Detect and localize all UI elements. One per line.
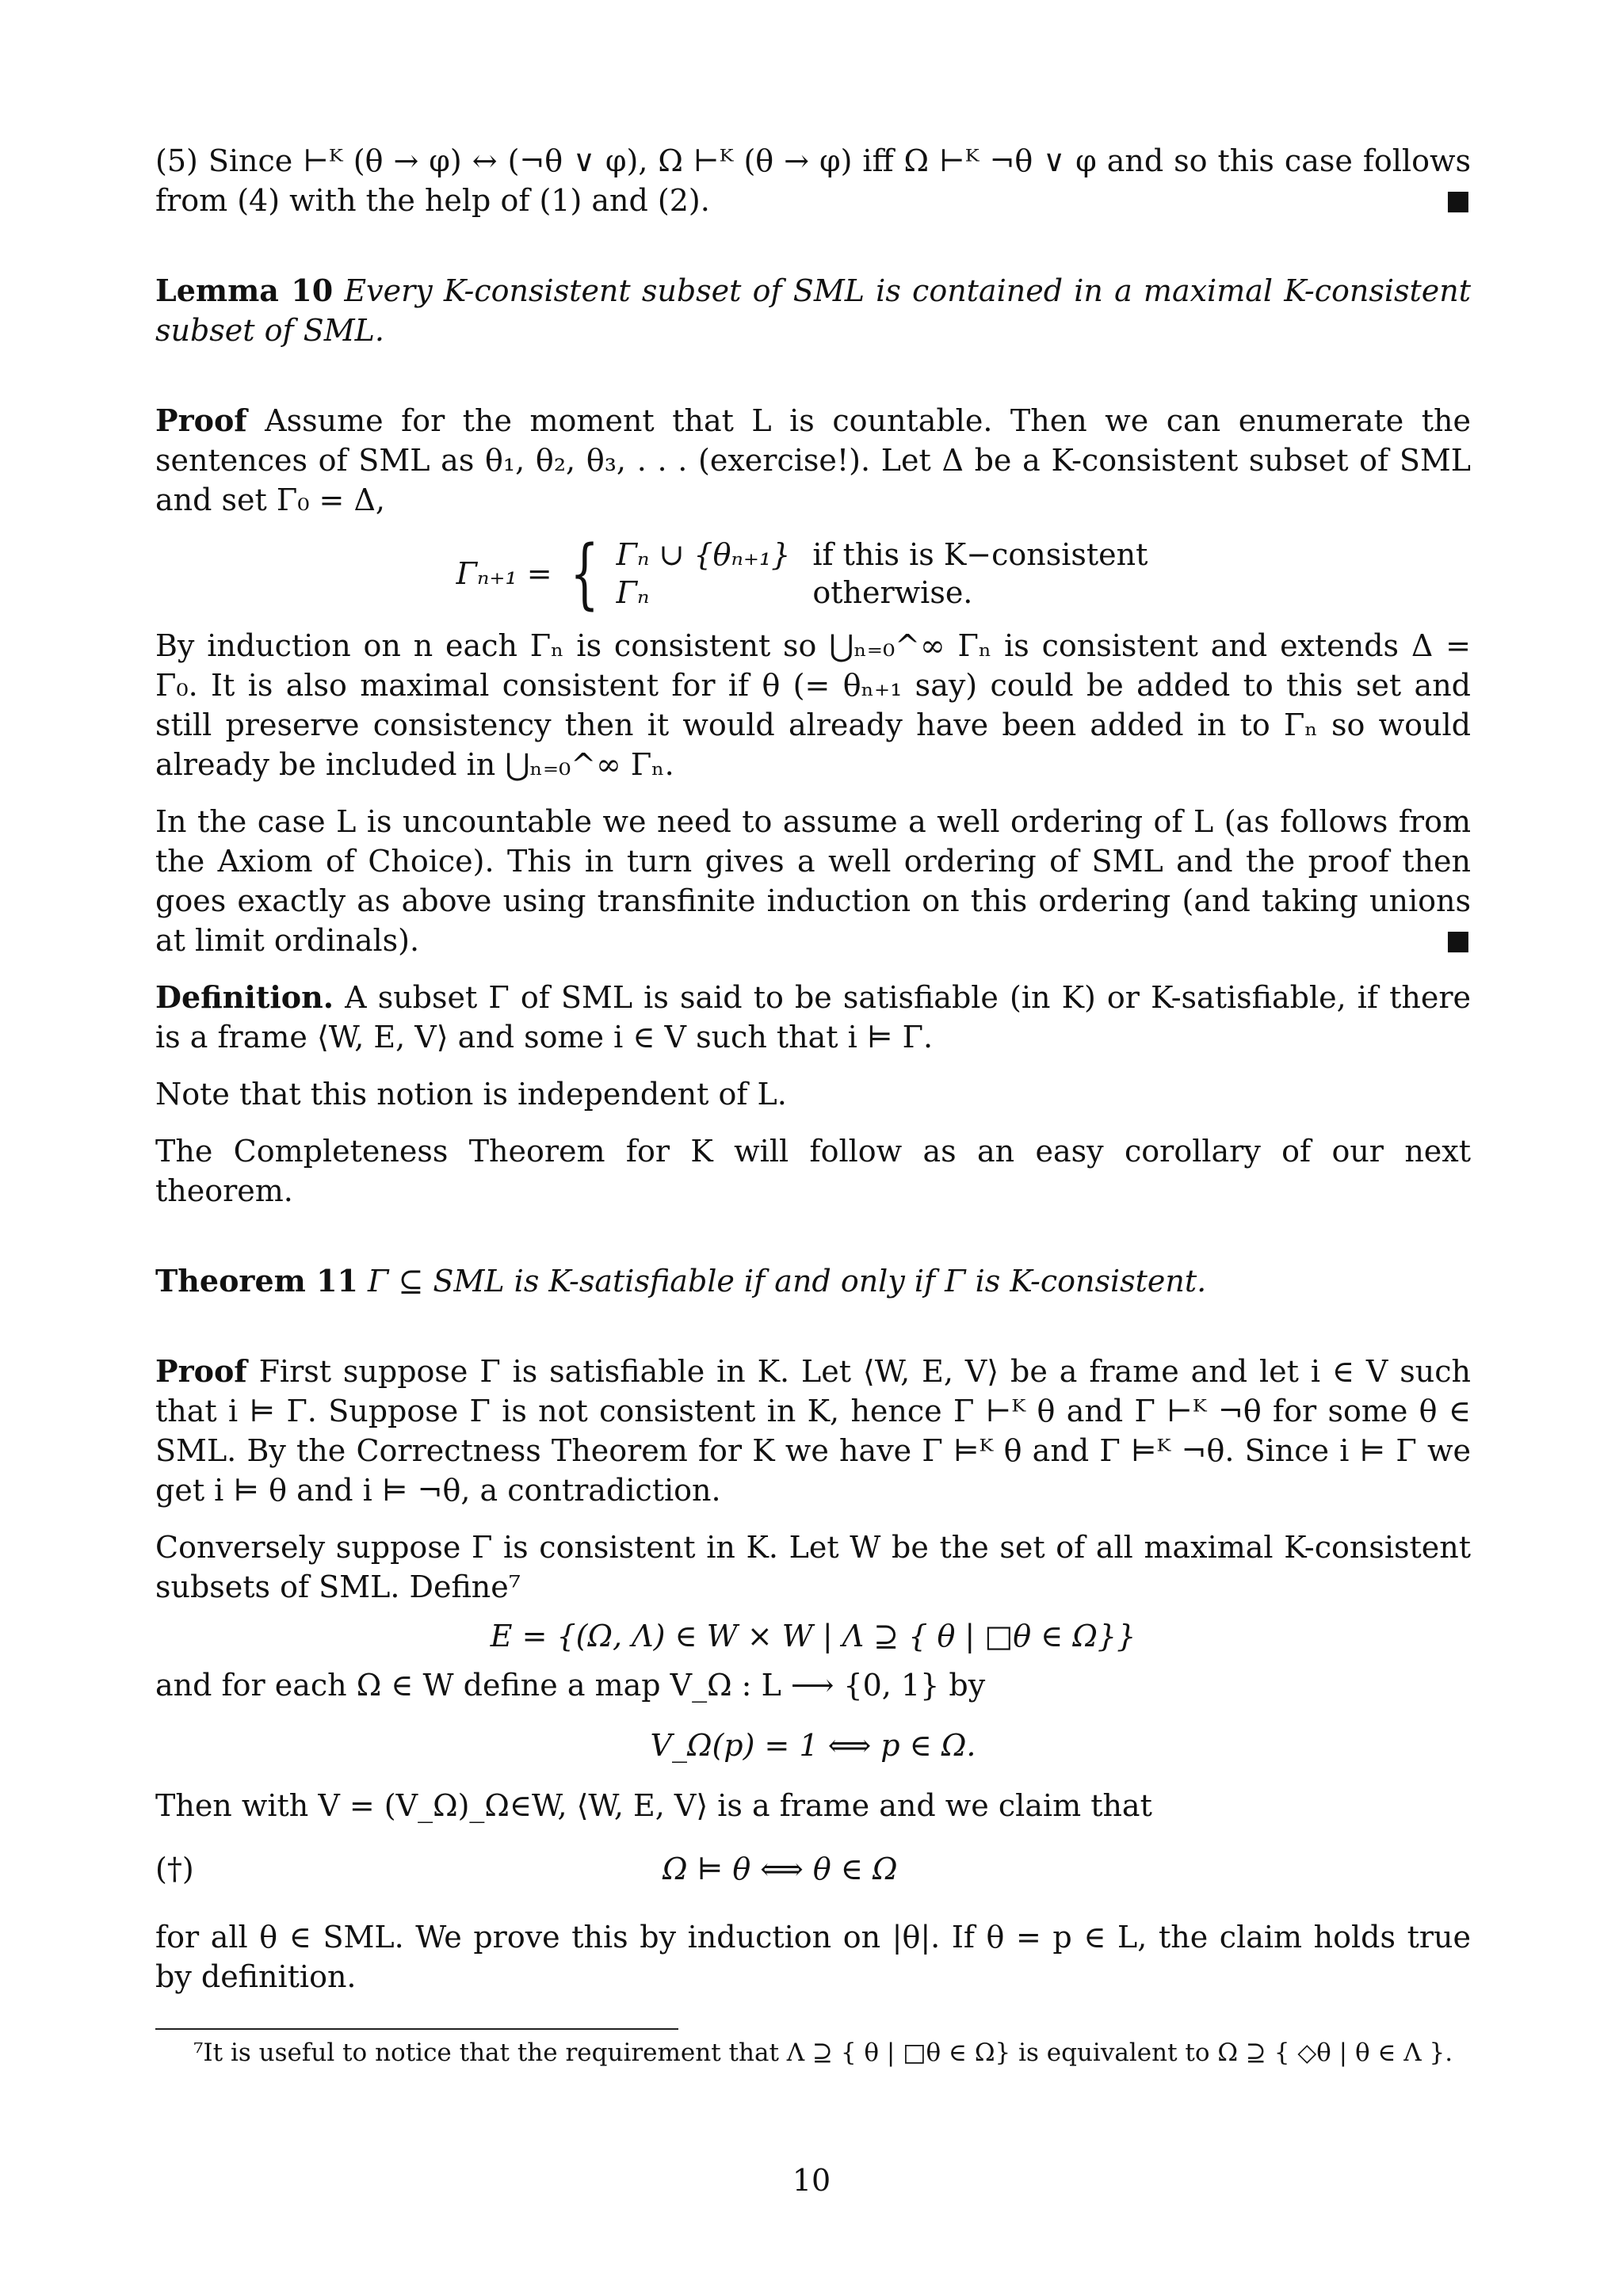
conversely-paragraph: Conversely suppose Γ is consistent in K. Let W be the set of all maximal K-consistent subsets of SML. Define⁷ — [155, 1530, 1471, 1604]
completeness-paragraph: The Completeness Theorem for K will follow as an easy corollary of our next theorem. — [155, 1134, 1471, 1208]
for-all-paragraph: for all θ ∈ SML. We prove this by induction on |θ|. If θ = p ∈ L, the claim holds true by definition. — [155, 1920, 1471, 1994]
case-5-text: (5) Since ⊢ᴷ (θ → φ) ↔ (¬θ ∨ φ), Ω ⊢ᴷ (θ → φ) iff Ω ⊢ᴷ ¬θ ∨ φ and so this case follows from (4) with the help of (1) and (2). — [155, 143, 1471, 218]
lemma-10 — [155, 271, 1471, 350]
theorem-statement: Γ ⊆ SML is K-satisfiable if and only if Γ is K-consistent. — [368, 1264, 1207, 1299]
proof-lemma-10 — [155, 401, 1471, 520]
cases-lhs: Γₙ₊₁ = — [456, 556, 552, 591]
qed-symbol: ■ — [1445, 185, 1471, 216]
proof-label: Proof — [155, 402, 247, 438]
case-1-expr: Γₙ ∪ {θₙ₊₁} — [616, 537, 791, 572]
case-2-expr: Γₙ — [616, 575, 650, 610]
proof-theorem-11 — [155, 1352, 1471, 1510]
definition-satisfiable — [155, 978, 1471, 1057]
case-1-condition: if this is K−consistent — [812, 537, 1148, 572]
cases-table — [617, 536, 1170, 612]
proof-label: Proof — [155, 1353, 247, 1389]
page-number: 10 — [792, 2163, 831, 2198]
dagger-tag: (†) — [155, 1852, 194, 1886]
definition-label: Definition. — [155, 979, 334, 1015]
case-definition — [155, 529, 1471, 618]
lemma-label: Lemma 10 — [155, 273, 334, 308]
dagger-claim — [155, 1849, 1471, 1889]
lemma-statement: Every K-consistent subset of SML is contained in a maximal K-consistent subset of SML. — [155, 273, 1471, 348]
paragraph-uncountable — [155, 802, 1471, 960]
paragraph-induction: By induction on n each Γₙ is consistent so ⋃ₙ₌₀^∞ Γₙ is consistent and extends Δ = Γ₀. It is also maximal consistent for if θ (= θₙ₊₁ say) could be added to this set and still preserve consistency then it would already have been added in to Γₙ so would already be included in ⋃ₙ₌₀^∞ Γₙ. — [155, 628, 1471, 782]
proof-text: First suppose Γ is satisfiable in K. Let ⟨W, E, V⟩ be a frame and let i ∈ V such that i ⊨ Γ. Suppose Γ is not consistent in K, hence Γ ⊢ᴷ θ and Γ ⊢ᴷ ¬θ for some θ ∈ SML. By the Correctness Theorem for K we have Γ ⊨ᴷ θ and Γ ⊨ᴷ ¬θ. Since i ⊨ Γ we get i ⊨ θ and i ⊨ ¬θ, a contradiction. — [155, 1354, 1471, 1508]
footnote-7: ⁷It is useful to notice that the requirement that Λ ⊇ { θ | □θ ∈ Ω} is equivalent to Ω ⊇ { ◇θ | θ ∈ Λ }. — [193, 2039, 1453, 2067]
uncountable-text: In the case L is uncountable we need to assume a well ordering of L (as follows from the Axiom of Choice). This in turn gives a well ordering of SML and the proof then goes exactly as above using transfinite induction on this ordering (and taking unions at limit ordinals). — [155, 804, 1471, 958]
map-definition-line: and for each Ω ∈ W define a map V_Ω : L ⟶ {0, 1} by — [155, 1668, 986, 1703]
qed-symbol: ■ — [1445, 925, 1471, 956]
footnote-rule — [155, 2028, 678, 2030]
paragraph-case-5 — [155, 141, 1471, 220]
definition-text: A subset Γ of SML is said to be satisfiable (in K) or K-satisfiable, if there is a frame ⟨W, E, V⟩ and some i ∈ V such that i ⊨ Γ. — [155, 980, 1471, 1055]
theorem-label: Theorem 11 — [155, 1263, 358, 1299]
equation-V: V_Ω(p) = 1 ⟺ p ∈ Ω. — [650, 1728, 976, 1763]
page-body — [155, 141, 1471, 2069]
frame-claim-line: Then with V = (V_Ω)_Ω∈W, ⟨W, E, V⟩ is a frame and we claim that — [155, 1788, 1152, 1823]
left-brace: { — [569, 529, 599, 618]
equation-E: E = {(Ω, Λ) ∈ W × W | Λ ⊇ { θ | □θ ∈ Ω}} — [490, 1619, 1136, 1653]
theorem-11 — [155, 1261, 1471, 1301]
proof-text: Assume for the moment that L is countable. Then we can enumerate the sentences of SML as θ₁, θ₂, θ₃, . . . (exercise!). Let Δ be a K-consistent subset of SML and set Γ₀ = Δ, — [155, 403, 1471, 517]
dagger-formula: Ω ⊨ θ ⟺ θ ∈ Ω — [663, 1852, 898, 1886]
note-paragraph: Note that this notion is independent of L. — [155, 1077, 787, 1112]
case-2-condition: otherwise. — [812, 575, 973, 610]
